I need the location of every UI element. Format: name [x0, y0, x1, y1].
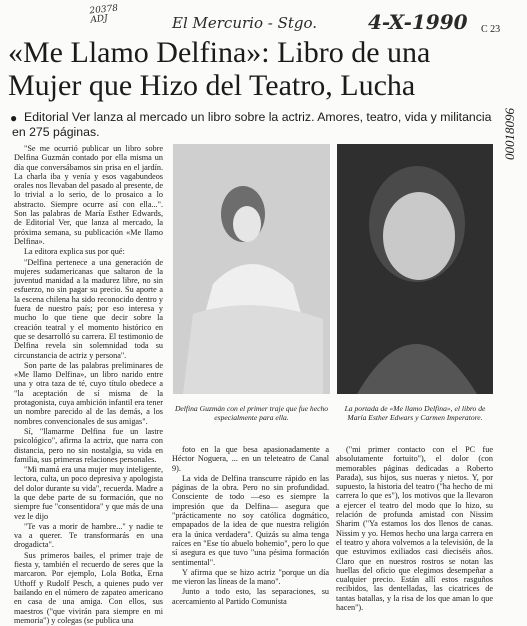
- article-paragraph: Y afirma que se hizo actriz "porque un día me vieron las líneas de la mano".: [172, 567, 329, 587]
- portrait-illustration: [173, 144, 330, 394]
- article-column-right: [336, 445, 493, 613]
- handwritten-catalog-number: 20378 ADJ: [89, 3, 119, 26]
- handwritten-source: El Mercurio - Stgo.: [172, 14, 318, 32]
- article-paragraph: Sí, "llamarme Delfina fue un lastre psicológico", afirma la actriz, que narra con distancia, pero no sin nostalgia, su vida en familia, sus primeras relaciones personales.: [14, 426, 163, 464]
- article-paragraph: Sus primeros bailes, el primer traje de fiesta y, también el recuerdo de seres que la marcaron. Por ejemplo, Lola Botka, Erna Uthoff y Rudolf Pesch, a quienes pudo ver bailando en el número de zapateo americano en casa de una amiga. Con ellos, sus maestros ("que vivirán para siempre en mi memoria") y colegas (se publica una: [14, 550, 163, 625]
- article-paragraph: "Te vas a morir de hambre..." y nadie te va a querer. Te transformarás en una drogadicta".: [14, 521, 163, 550]
- headline: «Me Llamo Delfina»: Libro de una Mujer que Hizo del Teatro, Lucha: [8, 36, 431, 102]
- article-paragraph: "Delfina pertenece a una generación de mujeres sudamericanas que saltaron de la juventud manidad a la madurez libre, no sin esfuerzo, no sin pagar su precio. Su aporte a la escena chilena ha sido reconocido dentro y fuera de nuestro país; por eso interesa y mucho lo que tiene que decir sobre la creación teatral y el momento histórico en que se desarrolló su carrera. El testimonio de Delfina revela sin solemnidad toda su circunstancia de actriz y persona".: [14, 257, 163, 360]
- article-paragraph: ("mi primer contacto con el PC fue absolutamente fortuito"), el dolor (con memorables páginas dedicadas a Roberto Parada), sus hijos, sus nueras y nietos. Y, por supuesto, la historia del teatro ("ha hecho de mi carrera lo que es"), los motivos que la llevaron a ejercer el teatro del modo que lo hizo, su relación de profunda amistad con Nissim Sharim ("Ya estamos los dos llenos de canas. Nissim y yo. Hemos hecho una larga carrera en el teatro y ahora volvemos a la televisión, de la que estuvimos exiliados casi dieciséis años. Claro que en nuestros rostros se notan las huellas del oficio que elegimos desempeñar a cualquier precio. Están allí estos rasguños recibidos, las dentelladas, las cicatrices de tantas batallas, y la risa de los que aman lo que hacen").: [336, 445, 493, 613]
- bullet-icon: ●: [10, 111, 18, 125]
- article-paragraph: Junto a todo esto, las separaciones, su acercamiento al Partido Comunista: [172, 587, 329, 606]
- article-paragraph: "Mi mamá era una mujer muy inteligente, lectora, culta, un poco depresiva y apologista del dolor durante su vida", recuerda. Madre a la que debe parte de su formación, que no siempre fue "consentidora" y que más de una vez le dijo: [14, 465, 163, 521]
- archive-id: 00018096: [502, 108, 517, 160]
- handwritten-date: 4-X-1990: [368, 10, 468, 34]
- lead-paragraph: [12, 110, 492, 140]
- article-paragraph: La editora explica sus por qué:: [24, 247, 125, 257]
- lead-text: Editorial Ver lanza al mercado un libro sobre la actriz. Amores, teatro, vida y militancia en 275 páginas.: [12, 110, 492, 139]
- photo-book-cover: [337, 144, 493, 394]
- photo-delfina-guzman: [173, 144, 330, 394]
- page-number: C 23: [481, 24, 501, 35]
- article-paragraph: foto en la que besa apasionadamente a Héctor Noguera, ... en un teleteatro de Canal 9).: [172, 445, 329, 473]
- article-paragraph: La vida de Delfina transcurre rápido en las páginas de la obra. Pero no sin profundidad. Consciente de todo —eso es siempre la impresión que da Delfina— asegura que "prácticamente no soy católica dogmático, empapados de la idea de que nuestra religión era la única verdadera". Quizás su alma tenga raíces en "Ese tío abuelo bohemio", pero lo que sí asegura es que tuvo "una pésima formación sentimental".: [172, 473, 329, 567]
- photo-caption-left: Delfina Guzmán con el primer traje que fue hecho especialmente para ella.: [174, 404, 329, 422]
- article-paragraph: Son parte de las palabras preliminares de «Me llamo Delfina», un libro narido entre una y otra taza de té, cuyo título obedece a "la aceptación de sí misma de la protagonista, cuya ambición infantil era tener un nombre parecido al de las demás, a los nombres convencionales de sus amigas".: [14, 360, 163, 426]
- photo-caption-right: La portada de «Me llamo Delfina», el libro de María Esther Edwars y Carmen Imperatore.: [344, 404, 486, 422]
- cover-portrait-illustration: [337, 144, 493, 394]
- article-column-left: [14, 144, 163, 626]
- article-paragraph: "Se me ocurrió publicar un libro sobre Delfina Guzmán contado por ella misma un día que conversábamos sin prisa en el jardín. La charla iba y venía y esos vagabundeos orales nos llevaban del pasado al presente, de lo trivial a lo serio, de lo prosaico a lo abstracto. Siempre ocurre así con ella...". Son las palabras de María Esther Edwards, de Editorial Ver, que lanza al mercado, la próxima semana, su publicación «Me llamo Delfina».: [14, 144, 163, 246]
- article-column-middle: [172, 445, 329, 607]
